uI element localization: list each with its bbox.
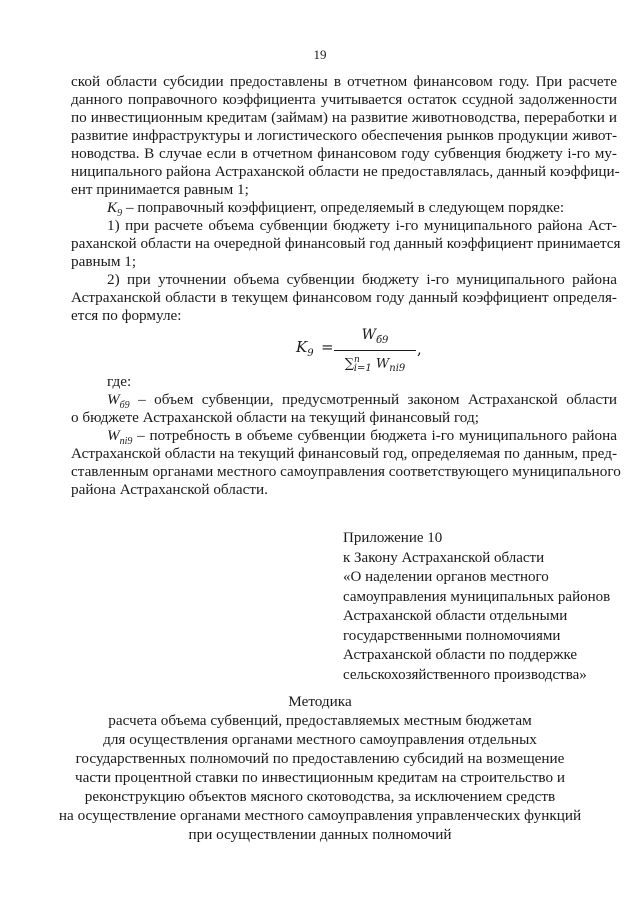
body-line: ниципального района Астраханской области не предоставлялась, данный коэффици-: [71, 163, 620, 180]
formula-numerator: $W_{б9}$: [361, 327, 389, 346]
appendix-line: государственными полномочиями: [343, 627, 561, 644]
item-2-line: 2) при уточнении объема субвенции бюджету i-го муниципального района: [107, 271, 617, 288]
body-line: данного поправочного коэффициента учитывается остаток ссудной задолженности: [71, 91, 617, 108]
wb9-symbol: $W_{б9}$: [107, 391, 130, 412]
formula-denominator: ∑$^n_{i=1}$ $W_{пi9}$: [344, 354, 406, 374]
formula-lhs: $K_9$: [296, 338, 314, 359]
method-line: для осуществления органами местного самоуправления отдельных: [103, 731, 537, 748]
body-line: по инвестиционным кредитам (займам) на развитие животноводства, переработки и: [71, 109, 617, 126]
method-line: государственных полномочий по предоставлению субсидий на возмещение: [75, 750, 565, 767]
method-line: части процентной ставки по инвестиционным кредитам на строительство и: [75, 769, 565, 786]
body-line: ент принимается равным 1;: [71, 181, 249, 198]
k9-definition-text: – поправочный коэффициент, определяемый в следующем порядке:: [125, 199, 565, 216]
page-number: 19: [313, 47, 327, 62]
item-1-line: раханской области на очередной финансовый год данный коэффициент принимается: [71, 235, 621, 252]
wpi9-symbol: $W_{пi9}$: [107, 427, 133, 448]
appendix-line: Астраханской области по поддержке: [343, 647, 578, 663]
appendix-line: самоуправления муниципальных районов: [343, 588, 611, 605]
method-line: расчета объема субвенций, предоставляемых местным бюджетам: [108, 712, 532, 729]
formula-fraction: [334, 327, 416, 377]
item-1-line: 1) при расчете объема субвенции бюджету i-го муниципального района Аст-: [107, 217, 617, 234]
appendix-line: Приложение 10: [343, 530, 443, 546]
body-line: развитие инфраструктуры и логистического обеспечения рынков продукции живот-: [71, 127, 617, 144]
wpi9-definition: $W_{пi9}$ – потребность в объеме субвенции бюджета i-го муниципального района: [107, 427, 617, 448]
k9-symbol: $K_9$: [107, 199, 123, 220]
wpi9-line: района Астраханской области.: [71, 481, 268, 498]
appendix-line: Астраханской области отдельными: [343, 608, 568, 624]
formula-equals: =: [321, 338, 334, 356]
method-line: реконструкцию объектов мясного скотоводства, за исключением средств: [84, 788, 556, 805]
item-2-line: ется по формуле:: [71, 307, 182, 324]
appendix-line: сельскохозяйственного производства»: [343, 666, 587, 683]
body-line: ской области субсидии предоставлены в отчетном финансовом году. При расчете: [71, 73, 617, 90]
wpi9-line: ставленным органами местного самоуправления соответствующего муниципального: [71, 463, 621, 480]
wpi9-line: Астраханской области на текущий финансовый год, определяемая по данным, пред-: [71, 445, 617, 462]
appendix-line: к Закону Астраханской области: [343, 549, 545, 566]
formula-comma: ,: [417, 340, 422, 358]
fraction-bar: [334, 350, 416, 351]
method-line: при осуществлении данных полномочий: [188, 826, 452, 843]
wb9-definition: $W_{б9}$ – объем субвенции, предусмотренный законом Астраханской области: [107, 391, 617, 412]
wb9-line: о бюджете Астраханской области на текущий финансовый год;: [71, 409, 479, 426]
method-line: на осуществление органами местного самоуправления управленческих функций: [58, 807, 582, 824]
where-label: где:: [107, 373, 132, 390]
item-1-line: равным 1;: [71, 253, 137, 270]
appendix-line: «О наделении органов местного: [343, 569, 549, 585]
item-2-line: Астраханской области в текущем финансовом году данный коэффициент определя-: [71, 289, 617, 306]
body-line: новодства. В случае если в отчетном финансовом году субвенция бюджету i-го му-: [71, 145, 617, 162]
method-title: Методика: [288, 693, 352, 710]
appendix-header: [343, 529, 610, 685]
